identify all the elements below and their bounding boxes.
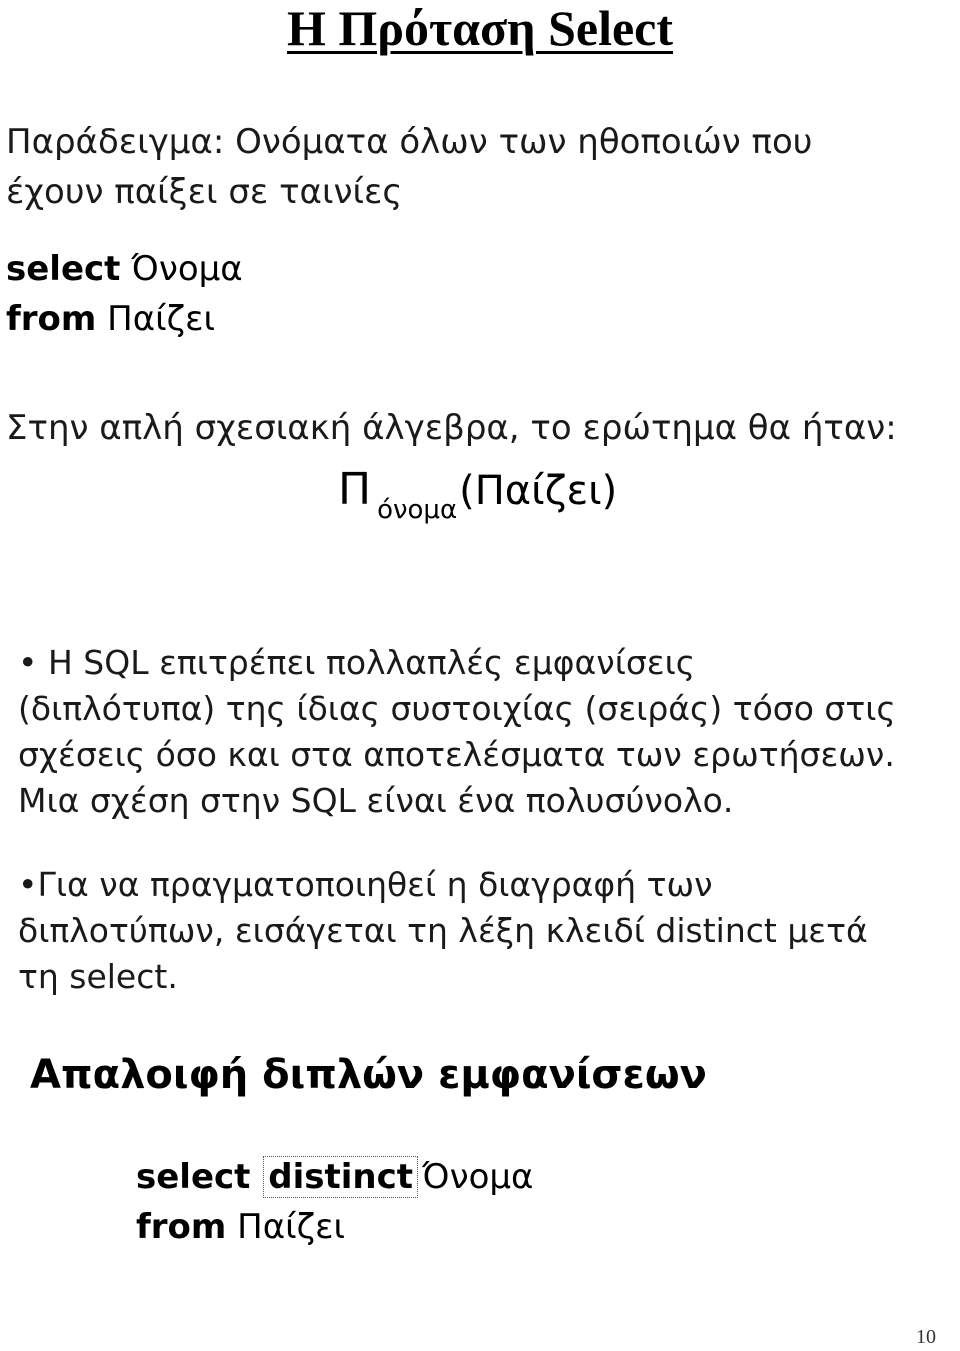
distinct-keyword: distinct	[263, 1156, 418, 1198]
bullet-duplicates-line-3: σχέσεις όσο και στα αποτελέσματα των ερωτήσεων.	[18, 735, 895, 774]
bullet-marker: •	[18, 643, 38, 682]
page-number: 10	[916, 1326, 936, 1348]
bullet-duplicates-line-4: Μια σχέση στην SQL είναι ένα πολυσύνολο.	[18, 781, 734, 820]
bullet-distinct	[18, 862, 868, 1000]
bullet-text: Η SQL επιτρέπει πολλαπλές εμφανίσεις	[47, 643, 696, 682]
bullet-text: Για να πραγματοποιηθεί η διαγραφή των	[37, 865, 713, 904]
query1-select-line	[6, 244, 243, 294]
from-argument: Παίζει	[107, 299, 216, 339]
bullet-distinct-line-1	[18, 862, 868, 908]
example-line-1: Παράδειγμα: Ονόματα όλων των ηθοποιών που	[6, 122, 813, 162]
query2-from-line	[136, 1202, 345, 1252]
page-title	[0, 0, 960, 56]
relational-algebra-expression	[338, 464, 618, 525]
algebra-intro: Στην απλή σχεσιακή άλγεβρα, το ερώτημα θα ήταν:	[6, 408, 897, 448]
select-argument: Όνομα	[421, 1157, 534, 1197]
projection-operator: Π	[338, 464, 372, 515]
example-line-2: έχουν παίξει σε ταινίες	[6, 172, 403, 212]
page-title-text: Η Πρόταση Select	[286, 0, 673, 56]
section-heading: Απαλοιφή διπλών εμφανίσεων	[30, 1052, 707, 1098]
projection-subscript: όνομα	[377, 495, 458, 525]
bullet-duplicates-line-2: (διπλότυπα) της ίδιας συστοιχίας (σειράς) τόσο στις	[18, 689, 896, 728]
select-argument: Όνομα	[131, 249, 243, 289]
bullet-duplicates	[18, 640, 896, 824]
projection-argument: (Παίζει)	[459, 468, 618, 514]
bullet-distinct-line-3: τη select.	[18, 957, 178, 996]
query2-select-line	[136, 1152, 533, 1202]
bullet-duplicates-line-1	[18, 640, 896, 686]
from-keyword: from	[6, 299, 97, 339]
query1-from-line	[6, 294, 215, 344]
select-keyword: select	[6, 249, 121, 289]
bullet-distinct-line-2: διπλοτύπων, εισάγεται τη λέξη κλειδί distinct μετά	[18, 911, 868, 950]
from-keyword: from	[136, 1207, 227, 1247]
bullet-marker: •	[18, 865, 38, 904]
from-argument: Παίζει	[237, 1207, 346, 1247]
select-keyword: select	[136, 1157, 251, 1197]
